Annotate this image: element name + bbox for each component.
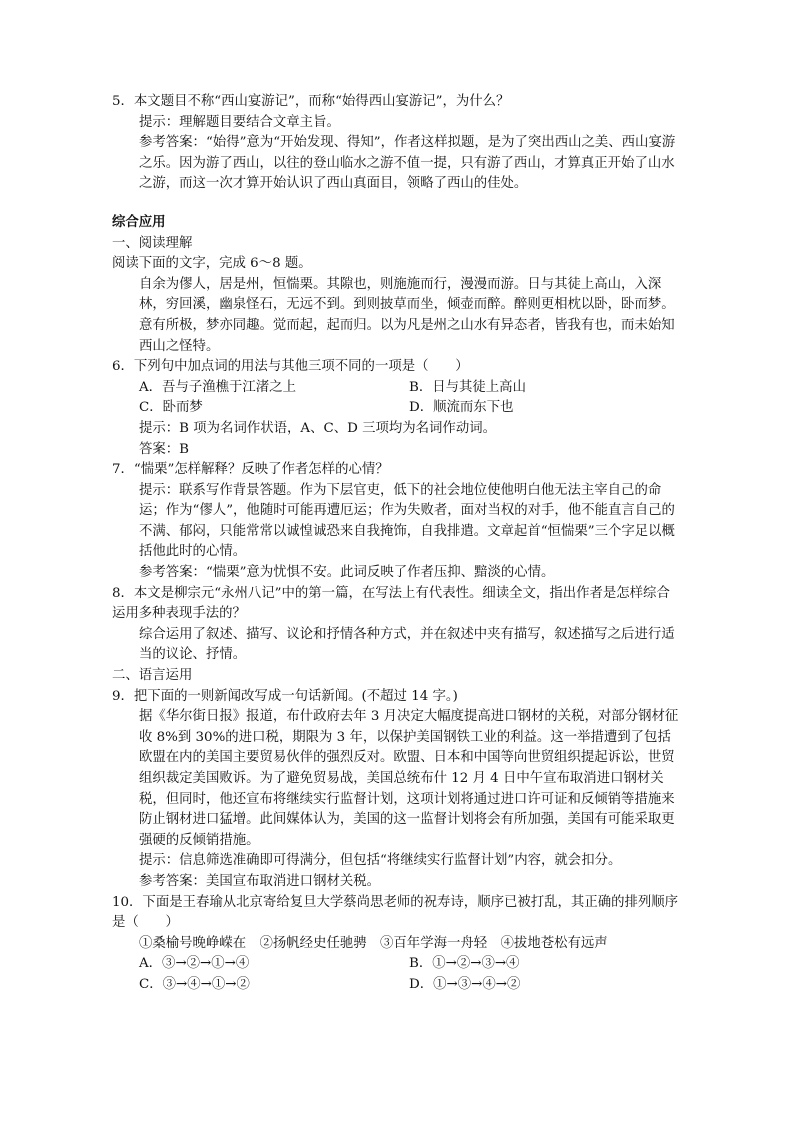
q6-option-c: C．卧而梦 (139, 400, 203, 416)
q6-question: 6．下列句中加点词的用法与其他三项不同的一项是（ ） (112, 359, 469, 375)
q6-option-a: A．吾与子渔樵于江渚之上 (139, 379, 296, 395)
q9-question: 9．把下面的一则新闻改写成一句话新闻。(不超过 14 字。) (112, 688, 458, 704)
q10-question: 10．下面是王春瑜从北京寄给复旦大学蔡尚思老师的祝寿诗，顺序已被打乱，其正确的排列顺序是（ ） (112, 894, 679, 931)
q7-answer: 参考答案：“惴栗”意为忧惧不安。此词反映了作者压抑、黯淡的心情。 (139, 565, 555, 581)
passage: 自余为僇人，居是州，恒惴栗。其隙也，则施施而行，漫漫而游。日与其徒上高山，入深林，穷回溪，幽泉怪石，无远不到。到则披草而坐，倾壶而醉。醉则更相枕以卧，卧而梦。意有所极，梦亦同趣。觉而起，起而归。以为凡是州之山水有异态者，皆我有也，而未始知西山之怪特。 (139, 276, 675, 354)
q10-options-row-2 (112, 975, 682, 996)
part1-intro: 阅读下面的文字，完成 6～8 题。 (112, 256, 312, 272)
q6-hint: 提示：B 项为名词作状语，A、C、D 三项均为名词作动词。 (139, 420, 496, 436)
q9-hint: 提示：信息筛选准确即可得满分，但包括“将继续实行监督计划”内容，就会扣分。 (139, 853, 622, 869)
q10-option-b: B．①→②→③→④ (409, 956, 520, 972)
q10-options-row-1 (112, 954, 682, 975)
q10-option-d: D．①→③→④→② (409, 976, 521, 992)
q7-question: 7．“惴栗”怎样解释？反映了作者怎样的心情？ (112, 462, 389, 478)
q7-hint: 提示：联系写作背景答题。作为下层官吏，低下的社会地位使他明白他无法主宰自己的命运；作为“僇人”，他随时可能再遭厄运；作为失败者，面对当权的对手，他不能直言自己的不满、郁闷，只能常常以诚惶诚恐来自我掩饰，自我排遣。文章起首“恒惴栗”三个字足以概括他此时的心情。 (139, 482, 675, 560)
q9-answer: 参考答案：美国宣布取消进口钢材关税。 (139, 873, 381, 889)
q5-hint: 提示：理解题目要结合文章主旨。 (139, 114, 340, 130)
q9-passage: 据《华尔街日报》报道，布什政府去年 3 月决定大幅度提高进口钢材的关税，对部分钢材征收 8%到 30%的进口税，期限为 3 年，以保护美国钢铁工业的利益。这一举措遭到了包括欧盟在内的美国主要贸易伙伴的强烈反对。欧盟、日本和中国等向世贸组织提起诉讼，世贸组织裁定美国败诉。为了避免贸易战，美国总统布什 12 月 4 日中午宣布取消进口钢材关税，但同时，他还宣布将继续实行监督计划，这项计划将通过进口许可证和反倾销等措施来防止钢材进口猛增。此间媒体认为，美国的这一监督计划将会有所加强，美国有可能采取更强硬的反倾销措施。 (139, 709, 679, 848)
q8-answer: 综合运用了叙述、描写、议论和抒情各种方式，并在叙述中夹有描写，叙述描写之后进行适当的议论、抒情。 (139, 626, 675, 663)
q5-answer: 参考答案：“始得”意为“开始发现、得知”，作者这样拟题，是为了突出西山之美、西山宴游之乐。因为游了西山，以往的登山临水之游不值一提，只有游了西山，才算真正开始了山水之游，而这一次才算开始认识了西山真面目，领略了西山的佳处。 (139, 135, 676, 192)
section-title: 综合应用 (112, 214, 166, 230)
part1-title: 一、阅读理解 (112, 235, 193, 251)
q6-option-d: D．顺流而东下也 (409, 400, 514, 416)
q10-items: ①桑榆号晚峥嵘在 ②扬帆经史任驰骋 ③百年学海一舟轻 ④拔地苍松有远声 (139, 935, 608, 951)
q6-option-b: B．日与其徒上高山 (409, 379, 526, 395)
q8-question: 8．本文是柳宗元“永州八记”中的第一篇，在写法上有代表性。细读全文，指出作者是怎样综合运用多种表现手法的？ (112, 585, 670, 622)
document-page (112, 92, 682, 996)
part2-title: 二、语言运用 (112, 668, 193, 684)
q6-answer: 答案：B (139, 441, 190, 457)
q10-option-a: A．③→②→①→④ (139, 956, 250, 972)
q5-question: 5．本文题目不称“西山宴游记”，而称“始得西山宴游记”，为什么？ (112, 94, 510, 109)
q6-options-row-2 (112, 398, 682, 419)
q10-option-c: C．③→④→①→② (139, 976, 250, 992)
q6-options-row-1 (112, 378, 682, 399)
